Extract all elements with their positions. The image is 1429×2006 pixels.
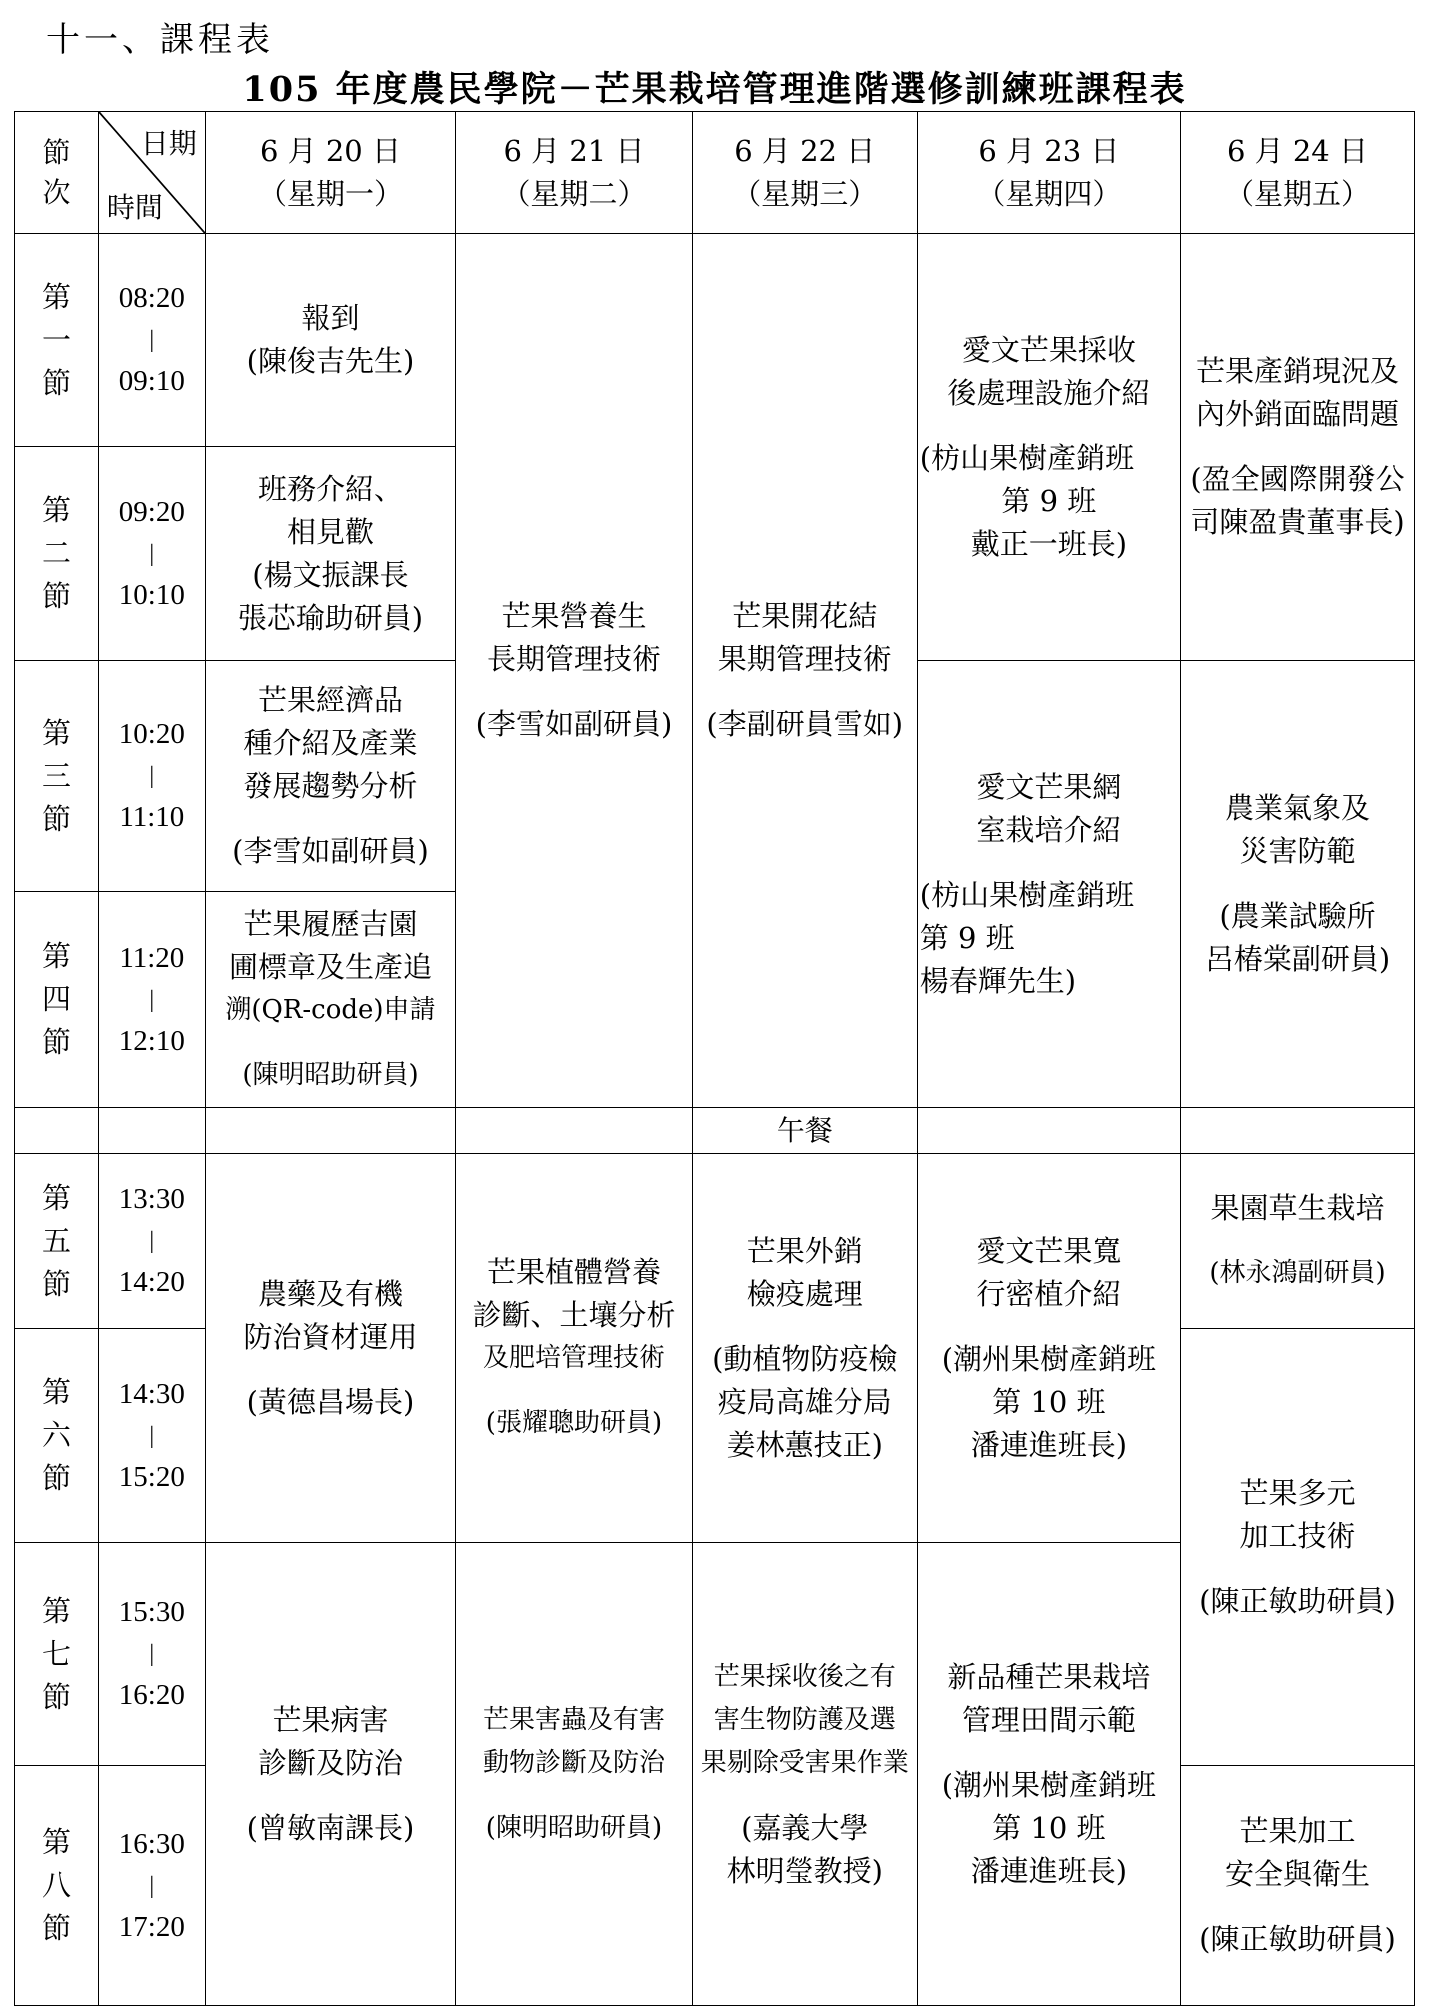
course-cell: 芒果外銷 檢疫處理 (動植物防疫檢 疫局高雄分局 姜林蕙技正) — [692, 1154, 917, 1543]
header-row — [15, 112, 1415, 234]
course-cell: 報到 (陳俊吉先生) — [205, 234, 455, 447]
period-time: 10:20 | 11:10 — [98, 661, 205, 892]
day-header-mon: 6 月 20 日 （星期一） — [205, 112, 455, 234]
course-cell: 芒果履歷吉園 圃標章及生產追 溯(QR-code)申請 (陳明昭助研員) — [205, 892, 455, 1108]
day-header-fri: 6 月 24 日 （星期五） — [1180, 112, 1414, 234]
period-label: 第 一 節 — [15, 234, 99, 447]
course-cell: 芒果加工 安全與衛生 (陳正敏助研員) — [1180, 1766, 1414, 2006]
course-cell: 芒果產銷現況及 內外銷面臨問題 (盈全國際開發公 司陳盈貴董事長) — [1180, 234, 1414, 661]
period-time: 14:30 | 15:20 — [98, 1329, 205, 1543]
period-row-1 — [15, 234, 1415, 447]
lunch-empty — [98, 1108, 205, 1154]
lunch-empty — [205, 1108, 455, 1154]
course-cell: 芒果植體營養 診斷、土壤分析 及肥培管理技術 (張耀聰助研員) — [456, 1154, 693, 1543]
course-cell: 芒果害蟲及有害 動物診斷及防治 (陳明昭助研員) — [456, 1543, 693, 2006]
course-cell: 芒果經濟品 種介紹及產業 發展趨勢分析 (李雪如副研員) — [205, 661, 455, 892]
course-cell: 芒果多元 加工技術 (陳正敏助研員) — [1180, 1329, 1414, 1766]
day-header-wed: 6 月 22 日 （星期三） — [692, 112, 917, 234]
course-cell: 芒果病害 診斷及防治 (曾敏南課長) — [205, 1543, 455, 2006]
period-label: 第 五 節 — [15, 1154, 99, 1329]
period-row-5 — [15, 1154, 1415, 1329]
course-cell: 果園草生栽培 (林永鴻副研員) — [1180, 1154, 1414, 1329]
lunch-empty — [917, 1108, 1180, 1154]
period-time: 15:30 | 16:20 — [98, 1543, 205, 1766]
lunch-empty — [15, 1108, 99, 1154]
day-header-tue: 6 月 21 日 （星期二） — [456, 112, 693, 234]
page-title: 105 年度農民學院－芒果栽培管理進階選修訓練班課程表 — [242, 69, 1187, 110]
lunch-empty — [1180, 1108, 1414, 1154]
period-time: 13:30 | 14:20 — [98, 1154, 205, 1329]
period-label: 第 三 節 — [15, 661, 99, 892]
course-cell: 芒果開花結 果期管理技術 (李副研員雪如) — [692, 234, 917, 1108]
lunch-label: 午餐 — [692, 1108, 917, 1154]
period-label: 第 七 節 — [15, 1543, 99, 1766]
period-time: 16:30 | 17:20 — [98, 1766, 205, 2006]
date-label: 日期 — [140, 127, 197, 160]
section-heading: 十一、課程表 — [46, 20, 274, 60]
period-label: 第 八 節 — [15, 1766, 99, 2006]
day-header-thu: 6 月 23 日 （星期四） — [917, 112, 1180, 234]
lunch-row — [15, 1108, 1415, 1154]
course-cell: 愛文芒果採收 後處理設施介紹 (枋山果樹產銷班 第 9 班 戴正一班長) — [917, 234, 1180, 661]
course-cell: 新品種芒果栽培 管理田間示範 (潮州果樹產銷班 第 10 班 潘連進班長) — [917, 1543, 1180, 2006]
course-cell: 班務介紹、 相見歡 (楊文振課長 張芯瑜助研員) — [205, 447, 455, 661]
lunch-empty — [456, 1108, 693, 1154]
course-cell: 愛文芒果寬 行密植介紹 (潮州果樹產銷班 第 10 班 潘連進班長) — [917, 1154, 1180, 1543]
time-label: 時間 — [106, 191, 163, 224]
course-cell: 農業氣象及 災害防範 (農業試驗所 呂椿棠副研員) — [1180, 661, 1414, 1108]
period-header: 節次 — [15, 112, 99, 234]
period-time: 08:20 | 09:10 — [98, 234, 205, 447]
course-cell: 芒果採收後之有 害生物防護及選 果剔除受害果作業 (嘉義大學 林明瑩教授) — [692, 1543, 917, 2006]
course-cell: 芒果營養生 長期管理技術 (李雪如副研員) — [456, 234, 693, 1108]
schedule-table — [14, 111, 1415, 2006]
date-time-header — [98, 112, 205, 234]
course-cell: 愛文芒果網 室栽培介紹 (枋山果樹產銷班 第 9 班 楊春輝先生) — [917, 661, 1180, 1108]
period-time: 11:20 | 12:10 — [98, 892, 205, 1108]
course-cell: 農藥及有機 防治資材運用 (黃德昌場長) — [205, 1154, 455, 1543]
period-time: 09:20 | 10:10 — [98, 447, 205, 661]
period-label: 第 二 節 — [15, 447, 99, 661]
period-label: 第 四 節 — [15, 892, 99, 1108]
period-label: 第 六 節 — [15, 1329, 99, 1543]
